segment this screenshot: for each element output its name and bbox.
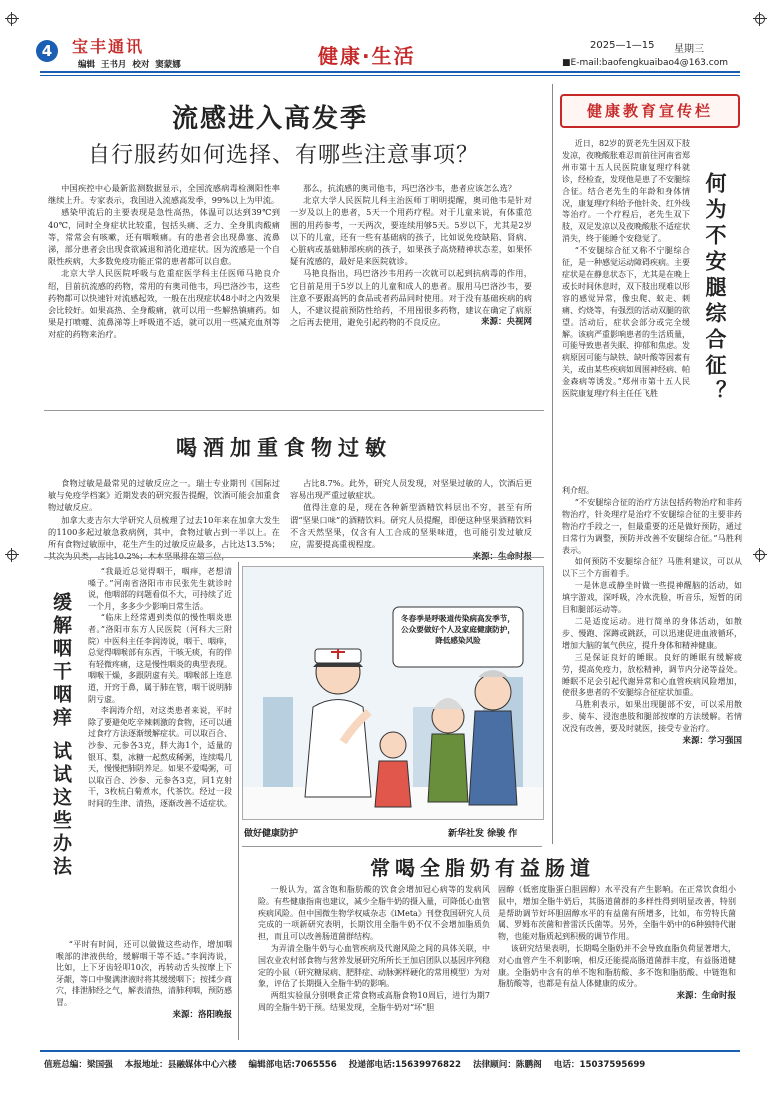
alcohol-column-1 [48, 477, 280, 562]
rls-source: 来源：学习强国 [682, 736, 742, 747]
flu-paragraph: 那么，抗流感的奥司他韦，玛巴洛沙韦，患者应该怎么选？ [303, 183, 516, 193]
section-title: 健康·生活 [318, 44, 416, 68]
page-number-badge: 4 [36, 40, 58, 62]
rls-paragraph: 二是适度运动。进行简单的身体活动，如散步、慢跑、深蹲或跳跃，可以迅速促进血液循环，增加大脑的氧气供应，提升身体和精神健康。 [562, 616, 742, 650]
crop-mark-mid-right [753, 548, 767, 562]
alcohol-column-2 [290, 477, 532, 563]
flu-paragraph: 北京大学人民医院呼吸与危重症医学科主任医师马艳良介绍，目前抗流感的药物，常用的有奥司他韦，玛巴洛沙韦，这些药物都可以快速针对流感起效，一般在出现症状48小时之内效果会比较好。如果高热、全身酸痛，就可以用一些解热镇痛药。如果是打喷嚏、流鼻涕等上呼吸道不适，就可以用一些减充血剂等对症的药物来治疗。 [48, 268, 280, 340]
crop-mark-top-right [753, 12, 767, 26]
rls-paragraph: 三是保证良好的睡眠。良好的睡眠有缓解疲劳，提高免疫力，放松精神，调节内分泌等益处。睡眠不足会引起代谢异常和心血管疾病风险增加，使很多患者的不安腿综合征症状加重。 [562, 652, 742, 698]
rls-body-narrow [562, 138, 690, 400]
flu-subtitle: 自行服药如何选择、有哪些注意事项？ [88, 143, 480, 168]
divider [552, 84, 553, 844]
issue-weekday: 星期三 [674, 44, 704, 55]
alcohol-paragraph: 占比8.7%。此外，研究人员发现，对坚果过敏的人，饮酒后更容易出现严重过敏症状。 [290, 478, 532, 501]
cartoon-illustration [243, 567, 543, 819]
throat-source: 来源：洛阳晚报 [172, 1009, 232, 1020]
alcohol-paragraph: 加拿大麦吉尔大学研究人员梳理了过去10年来在加拿大发生的1100多起过敏急救病例，其中，食物过敏占到一半以上。在所有食物过敏原中，花生产生的过敏反应最多，占比达13.5%；其次为贝类，占比10.2%；木本坚果排在第三位， [48, 514, 280, 562]
milk-paragraph: 一般认为，富含饱和脂肪酸的饮食会增加冠心病等的发病风险。有些健康指南也建议，减少全脂牛奶的摄入量，可降低心血管疾病风险。但中国微生物学权威杂志《iMeta》刊登我国研究人员完成的一项新研究表明，长期饮用全脂牛奶不仅不会增加脂质负担，而且可以改善肠道菌群结构。 [258, 885, 490, 942]
flu-paragraph: 北京大学人民医院儿科主治医师丁明明提醒，奥司他韦是针对一岁及以上的患者，5天一个用药疗程。对于儿童来说，有体重范围的用药参考，一天两次，要连续用够5天。5岁以下，尤其是2岁以下的儿童，还有一些有基础病的孩子，比如说免疫缺陷、肾病、心脏病或基础肺部疾病的孩子，如果孩子高烧精神状态差，如果怀疑有流感的，最好是来医院就诊。 [290, 195, 532, 267]
email: ■E-mail:baofengkuaibao4@163.com [562, 58, 728, 68]
milk-source: 来源：生命时报 [676, 991, 736, 1002]
milk-column-1 [258, 884, 490, 1014]
flu-paragraph: 马艳良指出，玛巴洛沙韦用药一次就可以起到抗病毒的作用，它目前是用于5岁以上的儿童和成人的患者。服用马巴洛沙韦，要注意不要跟高钙的食品或者药品同时使用。对于没有基础疾病的病人，不建议提前预防性给药，不用囤很多药物，建议在确定了病原之后再去使用，避免引起药物的不良反应。 [290, 268, 532, 328]
milk-paragraph: 为弄清全脂牛奶与心血管疾病及代谢风险之间的具体关联，中国农业农村部食物与营养发展研究所所长王加启团队以基因序列稳定的小鼠（研究糖尿病、肥胖症、动脉粥样硬化的常用模型）为对象，评估了长期摄入全脂牛奶的影响。 [258, 943, 490, 989]
divider [44, 410, 544, 411]
flu-column-2 [290, 182, 532, 329]
footer-rule [40, 1050, 740, 1052]
issue-date: 2025—1—15 [590, 40, 655, 51]
milk-paragraph: 该研究结果表明，长期喝全脂奶并不会导致血脂负荷显著增大，对心血管产生不利影响，相反还能提高肠道菌群丰度，有益肠道健康。全脂奶中含有的单不饱和脂肪酸、多不饱和脂肪酸、中链饱和脂肪酸等，也都是有益人体健康的成分。 [498, 943, 736, 989]
crop-mark-mid-left [5, 548, 19, 562]
alcohol-paragraph: 值得注意的是，现在各种新型酒精饮料层出不穷，甚至有所谓“坚果口味”的酒精饮料。研究人员提醒，即便这种坚果酒精饮料不含天然坚果，仅含有人工合成的坚果味道，也可能引发过敏反应，需要提高重视程度。 [290, 502, 532, 550]
footer-item: 投递部电话:15639976822 [348, 1060, 461, 1070]
throat-body [88, 566, 232, 809]
throat-paragraph: “平时有时间，还可以做做这些动作，增加咽喉部的津液供给，缓解咽干等不适。”李润涛说，比如，上下牙齿轻叩10次，再转动舌头按摩上下牙龈，等口中聚满津液时将其缓缓咽下；按揉少商穴，排泄肺经之气，解表清热，清肺利咽，预防感冒。 [56, 940, 232, 1007]
milk-paragraph: 固醇（低密度脂蛋白胆固醇）水平没有产生影响。在正常饮食组小鼠中，增加全脂牛奶后，其肠道菌群的多样性得到明显改善，特别是帮助调节好坏胆固醇水平的有益菌有所增多，比如，布劳特氏菌属、罗姆布茨菌和普雷沃氏菌等。另外，全脂牛奶中的6种独特代谢物，也能对脂质起到积极的调节作用。 [498, 885, 736, 942]
rls-paragraph: 利介绍。 [562, 486, 594, 495]
throat-paragraph: “临床上经常遇到类似的慢性咽炎患者。”洛阳市东方人民医院（河科大三附院）中医科主任李润涛说，咽干、咽痒，总觉得咽喉部有东西，干咳无痰，有的伴有轻微疼痛，这是慢性咽炎的典型表现。咽喉干燥，多跟阴虚有关。咽喉部上连息道，开窍于鼻，属于肺在管，咽干说明肺阴亏虚。 [88, 613, 232, 704]
rls-paragraph: 如何预防不安腿综合征？马胜利建议，可以从以下三个方面着手。 [562, 557, 742, 579]
flu-column-1 [48, 182, 280, 341]
milk-title: 常喝全脂奶有益肠道 [370, 856, 595, 880]
flu-title: 流感进入高发季 [172, 104, 369, 134]
divider [242, 846, 542, 847]
paper-name: 宝丰通讯 [72, 37, 145, 56]
milk-column-2 [498, 884, 736, 1003]
milk-paragraph: 两组实验鼠分别喂食正常食物或高脂食物10周后，进行为期7周的全脂牛奶干预。结果发现，全脂牛奶对“坏”胆 [258, 991, 490, 1012]
rls-paragraph: “不安腿综合征又称不宁腿综合征，是一种感觉运动障碍疾病。主要症状是在静息状态下，尤其是在晚上或长时间休息时，双下肢出现难以形容的感觉异常，像虫爬、蚁走、刺痛、灼烧等，有强烈的活动双腿的欲望。活动后，症状会部分或完全缓解。该病严重影响患者的生活质量，可能导致患者失眠、抑郁和焦虑。发病原因可能与缺铁、缺叶酸等因素有关，或由某些疾病如周围神经病、帕金森病等诱发。”郑州市第十五人民医院康复理疗科主任任飞胜 [562, 246, 690, 399]
divider [238, 562, 239, 1040]
cartoon-credit: 新华社发 徐骏 作 [448, 829, 518, 839]
editor-line: 编辑 王书月 校对 窦蒙娜 [78, 60, 181, 70]
alcohol-paragraph: 食物过敏是最常见的过敏反应之一。瑞士专业期刊《国际过敏与免疫学档案》近期发表的研究报告提醒，饮酒可能会加重食物过敏反应。 [48, 478, 280, 513]
footer [44, 1058, 744, 1070]
throat-paragraph: “我最近总觉得咽干，咽痒，老想清嗓子。”河南省洛阳市市民张先生就诊时说，他咽部的问题看似不大，可持续了近一个月，多多少少影响日常生活。 [88, 567, 232, 611]
flu-paragraph: 感染甲流后的主要表现是急性高热，体温可以达到39℃到40℃，同时全身症状比较重，包括头痛、乏力、全身肌肉酸痛等，常常会有咳嗽，还有咽喉痛。有的患者会出现鼻塞、流鼻涕，部分患者会出现食欲减退和消化道症状。因为流感是一个自限性疾病，大多数免疫功能正常的患者都可以自愈。 [48, 207, 280, 267]
rls-body-wide [562, 485, 742, 748]
alcohol-source: 来源：生命时报 [472, 552, 532, 563]
flu-source: 来源：央视网 [480, 317, 532, 328]
rls-paragraph: 近日，82岁的贾老先生因双下肢发凉，夜晚酸胀难忍而前往河南省郑州市第十五人民医院康复理疗科就诊，经检查，发现他是患了不安腿综合征。结合老先生的年龄和身体情况，康复理疗科给予他针灸、红外线等治疗。一个疗程后，老先生双下肢，双足发凉以及夜晚酸胀不适症状消失，终于能睡个安稳觉了。 [562, 139, 690, 244]
throat-paragraph: 李润涛介绍，对这类患者来说，平时除了要避免吃辛辣刺激的食物，还可以通过食疗方法逐渐缓解症状。可以取百合、沙参、元参各3克，胖大海1个，适量的银耳、梨，冰糖一起熬成稀粥，连续喝几天，慢慢把肺阴养足。如果不爱喝粥，可以取百合、沙参、元参各3克，同1克射干，3枚杭白菊煮水，代茶饮。经过一段时间的生津、清热，逐渐改善不适症状。 [88, 706, 232, 808]
rls-title: 何为不安腿综合征？ [703, 172, 727, 406]
rls-paragraph: 一是休息或静坐时做一些提神醒脑的活动，如填字游戏，深呼吸，冷水洗脸，听音乐，短暂的闭目和腿部运动等。 [562, 581, 742, 615]
header-rule [40, 71, 740, 73]
header-rule-thin [40, 75, 740, 76]
throat-title: 缓解咽干咽痒 试试这些办法 [50, 592, 72, 879]
alcohol-title: 喝酒加重食物过敏 [176, 435, 392, 460]
throat-body-wide [56, 939, 232, 1021]
flu-paragraph: 中国疾控中心最新监测数据显示，全国流感病毒检测阳性率继续上升。专家表示，我国进入流感高发季，99%以上为甲流。 [48, 183, 280, 206]
cartoon-speech-bubble: 冬春季是呼吸道传染病高发季节，公众要做好个人及家庭健康防护，降低感染风险 [401, 614, 515, 645]
footer-item: 值班总编：梁国强 [44, 1060, 113, 1070]
footer-item: 电话：15037595699 [553, 1060, 646, 1070]
health-cartoon [242, 566, 544, 820]
footer-item: 本报地址：县融媒体中心六楼 [124, 1060, 237, 1070]
footer-item: 法律顾问：陈鹏阁 [472, 1060, 542, 1070]
rls-banner: 健康教育宣传栏 [560, 94, 740, 128]
divider [44, 557, 544, 558]
cartoon-caption: 做好健康防护 [244, 829, 299, 839]
rls-paragraph: 马胜利表示，如果出现腿部不安，可以采用散步、骑车、浸泡患肢和腿部按摩的方法缓解。若情况没有改善，要及时就医，接受专业治疗。 [562, 700, 742, 734]
rls-paragraph: “不安腿综合征的治疗方法包括药物治疗和非药物治疗，针灸理疗是治疗不安腿综合征的主要非药物治疗手段之一，但最重要的还是做好预防，通过日常行为调整，预防并改善不安腿综合征。”马胜利表示。 [562, 497, 742, 555]
crop-mark-top-left [5, 12, 19, 26]
footer-item: 编辑部电话:7065556 [248, 1060, 337, 1070]
